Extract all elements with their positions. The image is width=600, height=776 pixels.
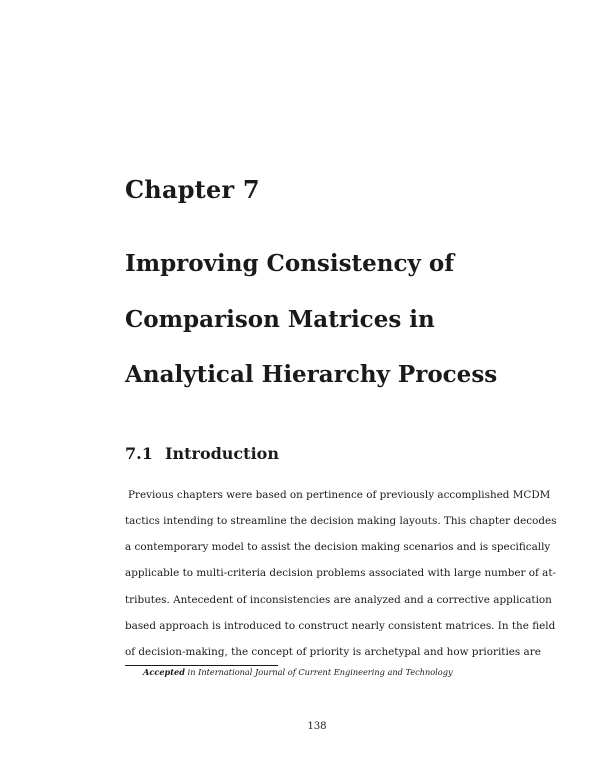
footnote-rule <box>125 665 278 666</box>
section-title: Introduction <box>165 444 279 463</box>
body-line-7: of decision-making, the concept of priority is archetypal and how priorities are <box>125 646 541 658</box>
body-line-2: tactics intending to streamline the decision making layouts. This chapter decodes <box>125 515 557 527</box>
body-line-5: tributes. Antecedent of inconsistencies are analyzed and a corrective application <box>125 594 552 606</box>
body-line-4: applicable to multi-criteria decision problems associated with large number of at- <box>125 567 557 579</box>
section-heading <box>125 444 279 463</box>
chapter-label: Chapter 7 <box>125 175 260 204</box>
footnote <box>143 667 453 677</box>
chapter-title-line-1: Improving Consistency of <box>125 250 455 277</box>
footnote-accepted: Accepted <box>143 667 185 677</box>
section-number: 7.1 <box>125 444 153 463</box>
body-line-6: based approach is introduced to construct nearly consistent matrices. In the field <box>125 620 556 632</box>
body-line-3: a contemporary model to assist the decision making scenarios and is specifically <box>125 541 551 553</box>
chapter-title-line-2: Comparison Matrices in <box>125 306 435 333</box>
page-number: 138 <box>307 721 327 732</box>
footnote-journal: in International Journal of Current Engineering and Technology <box>184 667 453 677</box>
chapter-title-line-3: Analytical Hierarchy Process <box>125 361 498 388</box>
body-line-1: Previous chapters were based on pertinence of previously accomplished MCDM <box>128 489 551 501</box>
